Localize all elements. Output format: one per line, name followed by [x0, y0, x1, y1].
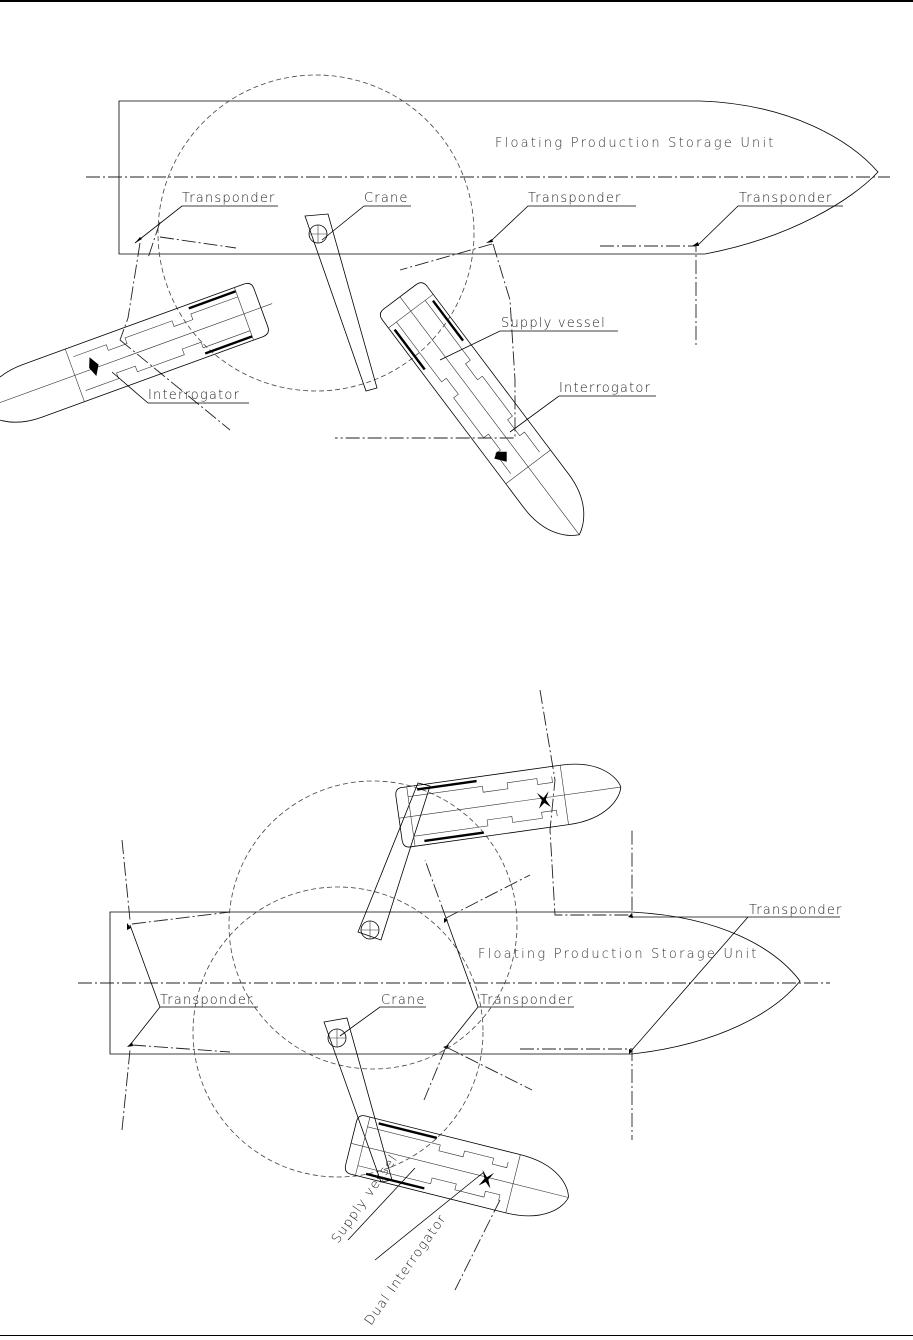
acoustic-path-2: [335, 244, 515, 438]
fpsu-label-bottom: Floating Production Storage Unit: [478, 947, 759, 962]
crane-lower: [324, 1018, 392, 1182]
diagram-bottom: [78, 690, 843, 1328]
crane-radius-circle-lower: [193, 887, 483, 1177]
label-transponder-top-2: Transponder: [528, 191, 622, 206]
crane-radius-circle-upper: [229, 781, 517, 1069]
page-bottom-rule: [0, 1335, 913, 1336]
label-dual-interrogator: Dual Interrogator: [361, 1211, 451, 1329]
label-interrogator-top-2: Interrogator: [559, 381, 652, 396]
fpsu-label-top: Floating Production Storage Unit: [495, 136, 776, 151]
label-crane-bottom: Crane: [381, 993, 426, 1008]
label-transponder-top-3: Transponder: [739, 191, 833, 206]
label-transponder-bottom-mid: Transponder: [480, 993, 574, 1008]
diagram-top: [0, 75, 890, 552]
label-transponder-bottom-right: Transponder: [749, 903, 843, 918]
crane: [305, 214, 377, 391]
fpsu-hull: [119, 101, 878, 254]
label-interrogator-top-1: Interrogator: [148, 388, 241, 403]
label-supply-vessel-bottom: Supply vessel: [328, 1151, 402, 1247]
transponder-marker-3: [692, 242, 699, 246]
transponder-3-axis: [600, 246, 696, 345]
supply-vessel-bottom-upper: [395, 757, 625, 848]
label-crane-top: Crane: [364, 191, 409, 206]
label-supply-vessel-top: Supply vessel: [501, 316, 606, 331]
crane-upper: [358, 783, 430, 940]
bottom-leaders: [130, 917, 840, 1260]
label-transponder-bottom-left: Transponder: [160, 993, 254, 1008]
label-transponder-top-1: Transponder: [182, 191, 276, 206]
crane-radius-circle: [158, 75, 474, 391]
